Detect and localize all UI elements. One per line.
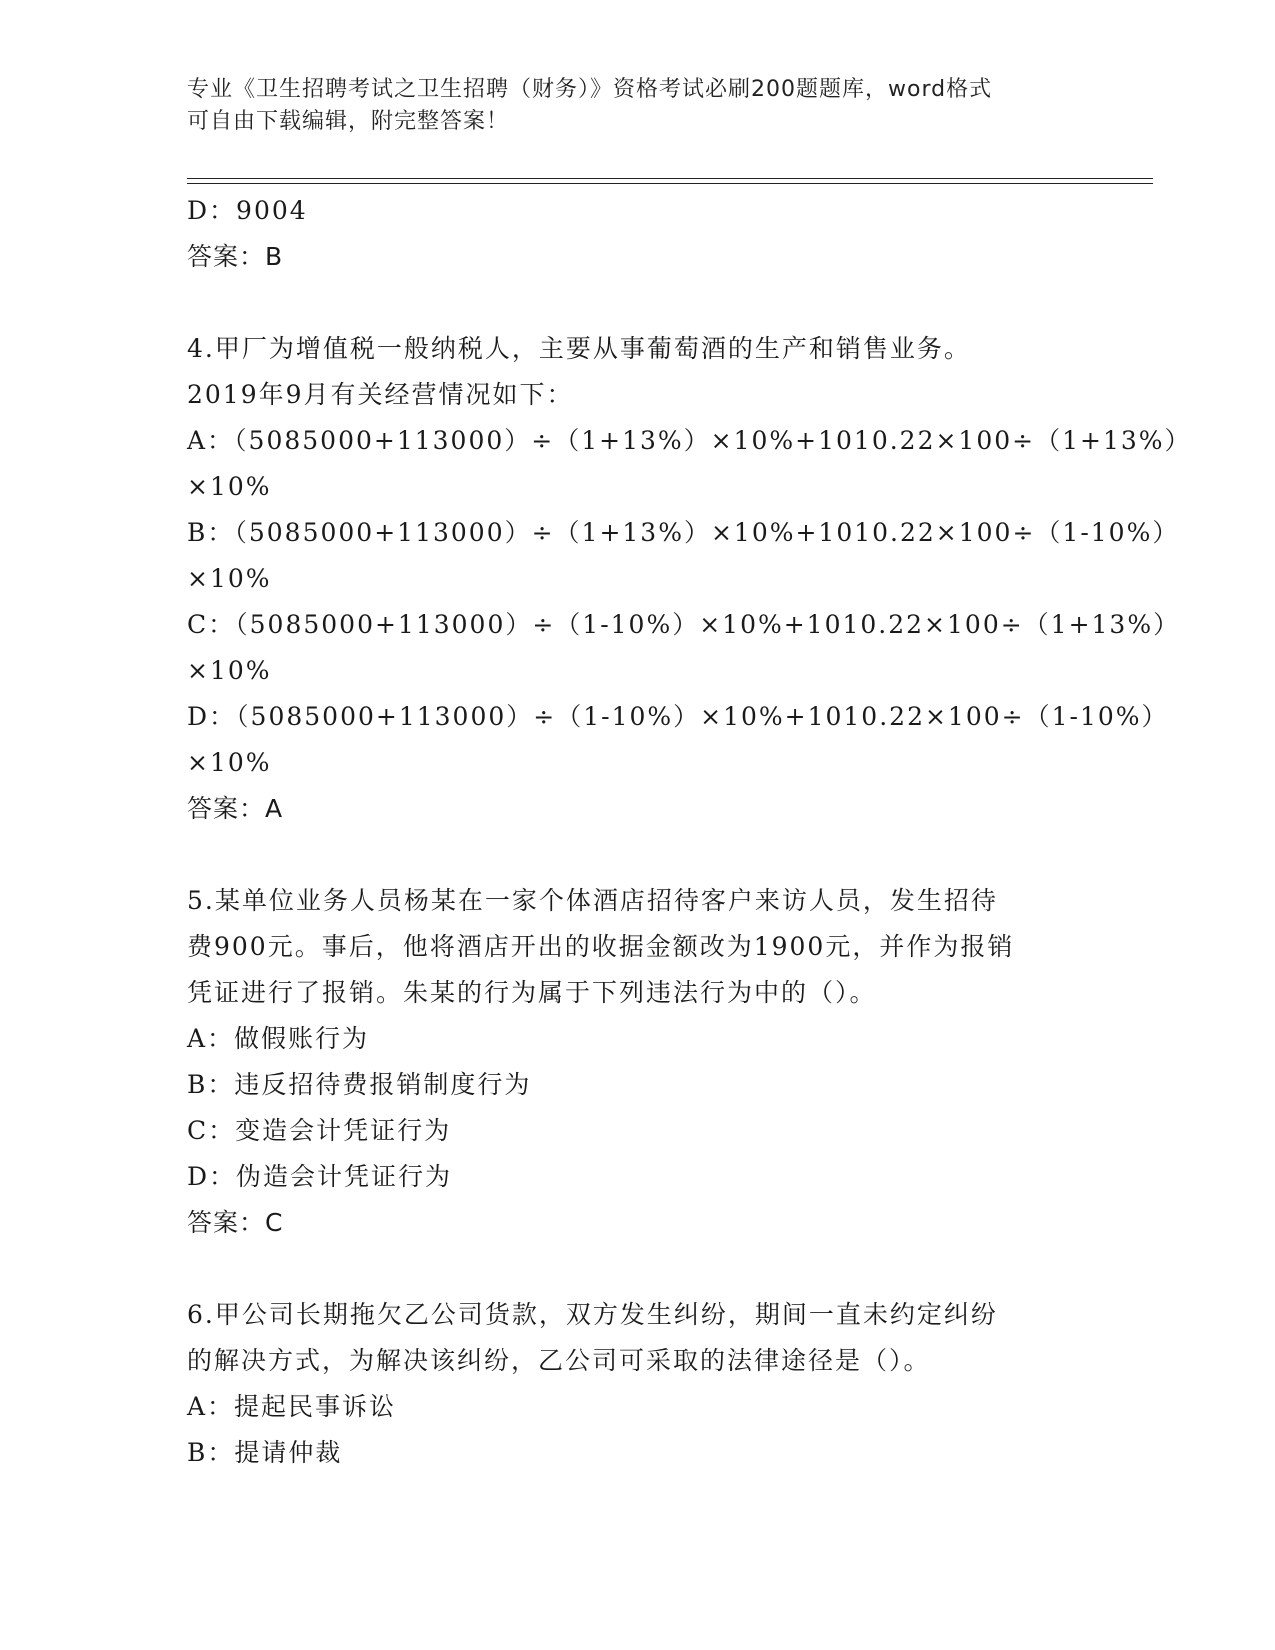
q5-stem-line-2: 费900元。事后，他将酒店开出的收据金额改为1900元，并作为报销 xyxy=(187,932,1015,961)
q5-stem-line-1: 5.某单位业务人员杨某在一家个体酒店招待客户来访人员，发生招待 xyxy=(187,886,998,915)
q5-answer: 答案：C xyxy=(187,1208,284,1237)
header-line-1: 专业《卫生招聘考试之卫生招聘（财务）》资格考试必刷200题题库，word格式 xyxy=(187,77,993,102)
q4-option-d-cont: ×10% xyxy=(187,748,272,777)
q6-stem-line-2: 的解决方式，为解决该纠纷，乙公司可采取的法律途径是（）。 xyxy=(187,1346,931,1375)
q4-option-c: C：（5085000+113000）÷（1-10%）×10%+1010.22×100÷（1+13%） xyxy=(187,610,1181,639)
q6-option-a: A：提起民事诉讼 xyxy=(187,1392,397,1421)
q4-stem-line-2: 2019年9月有关经营情况如下： xyxy=(187,380,574,409)
spacer xyxy=(187,832,1147,878)
q6-stem-line-1: 6.甲公司长期拖欠乙公司货款，双方发生纠纷，期间一直未约定纠纷 xyxy=(187,1300,998,1329)
question-content xyxy=(187,188,1192,1476)
spacer xyxy=(187,1246,1147,1292)
q4-option-c-cont: ×10% xyxy=(187,656,272,685)
q3-answer: 答案：B xyxy=(187,242,284,271)
header-line-2: 可自由下载编辑，附完整答案！ xyxy=(187,109,510,134)
q5-option-a: A：做假账行为 xyxy=(187,1024,370,1053)
header-rule-top xyxy=(187,178,1153,179)
q5-option-d: D：伪造会计凭证行为 xyxy=(187,1162,453,1191)
header-rule-bottom xyxy=(187,183,1153,184)
q5-option-b: B：违反招待费报销制度行为 xyxy=(187,1070,532,1099)
q5-option-c: C：变造会计凭证行为 xyxy=(187,1116,452,1145)
document-header xyxy=(187,74,1087,138)
q4-option-d: D：（5085000+113000）÷（1-10%）×10%+1010.22×100÷（1-10%） xyxy=(187,702,1169,731)
q4-option-b-cont: ×10% xyxy=(187,564,272,593)
q3-option-d: D：9004 xyxy=(187,196,308,225)
q4-option-a-cont: ×10% xyxy=(187,472,272,501)
q4-stem-line-1: 4.甲厂为增值税一般纳税人，主要从事葡萄酒的生产和销售业务。 xyxy=(187,334,971,363)
spacer xyxy=(187,280,1147,326)
q4-answer: 答案：A xyxy=(187,794,284,823)
q6-option-b: B：提请仲裁 xyxy=(187,1438,343,1467)
q5-stem-line-3: 凭证进行了报销。朱某的行为属于下列违法行为中的（）。 xyxy=(187,978,877,1007)
q4-option-b: B：（5085000+113000）÷（1+13%）×10%+1010.22×100÷（1-10%） xyxy=(187,518,1180,547)
q4-option-a: A：（5085000+113000）÷（1+13%）×10%+1010.22×100÷（1+13%） xyxy=(187,426,1192,455)
